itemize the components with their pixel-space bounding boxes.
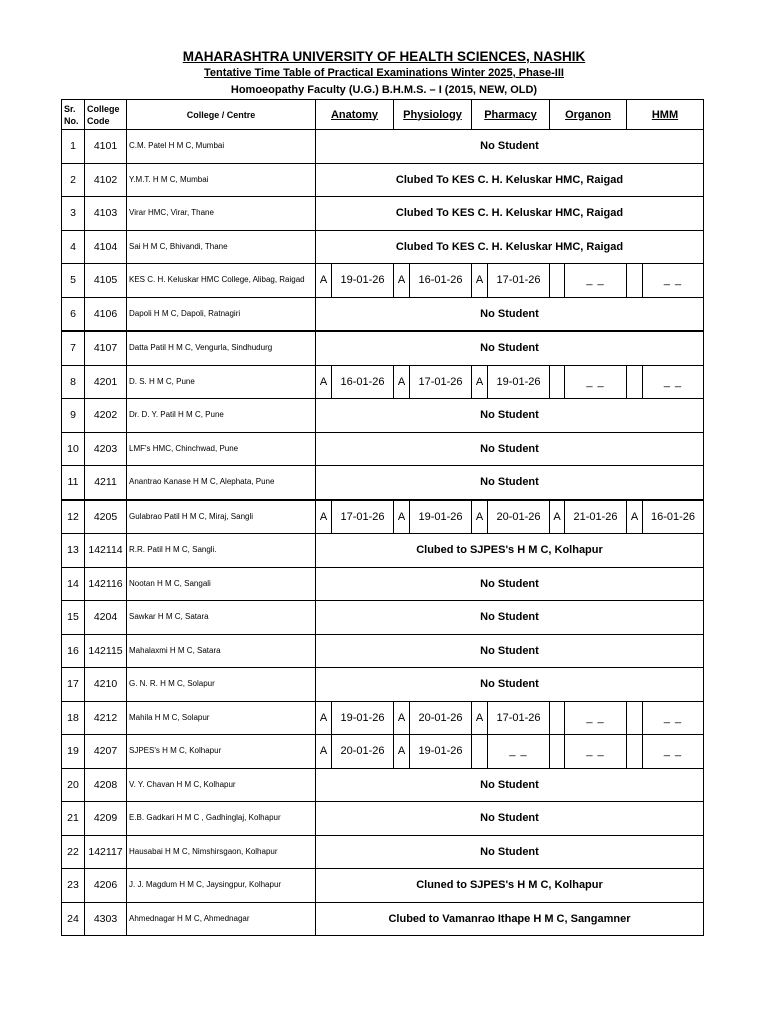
college-code-cell: 142117 [85, 835, 127, 869]
exam-attendance-cell: A [627, 500, 643, 534]
status-note-cell: Clubed To KES C. H. Keluskar HMC, Raigad [316, 163, 704, 197]
table-row [62, 264, 704, 298]
college-code-cell: 4103 [85, 197, 127, 231]
sr-no-cell: 13 [62, 534, 85, 568]
college-code-cell: 4205 [85, 500, 127, 534]
status-note-cell: No Student [316, 399, 704, 433]
university-title: MAHARASHTRA UNIVERSITY OF HEALTH SCIENCES, NASHIK [182, 49, 586, 64]
exam-attendance-cell: A [472, 500, 488, 534]
college-code-cell: 4207 [85, 735, 127, 769]
sr-no-cell: 1 [62, 130, 85, 164]
exam-attendance-cell: A [316, 365, 332, 399]
sr-no-cell: 19 [62, 735, 85, 769]
sr-no-cell: 15 [62, 601, 85, 635]
exam-attendance-cell: A [472, 264, 488, 298]
college-name-cell: Nootan H M C, Sangali [127, 567, 316, 601]
header-sr-no: Sr. No. [62, 100, 85, 130]
status-note-cell: No Student [316, 331, 704, 365]
table-row [62, 163, 704, 197]
header-organon: Organon [550, 100, 627, 130]
exam-attendance-cell [627, 735, 643, 769]
exam-date-cell: _ _ [565, 365, 627, 399]
exam-date-cell: _ _ [565, 701, 627, 735]
college-code-cell: 4101 [85, 130, 127, 164]
exam-date-cell: 16-01-26 [643, 500, 704, 534]
exam-date-cell: 16-01-26 [410, 264, 472, 298]
table-row [62, 130, 704, 164]
exam-attendance-cell [627, 264, 643, 298]
exam-attendance-cell [550, 365, 565, 399]
table-body [62, 130, 704, 936]
exam-date-cell: 20-01-26 [410, 701, 472, 735]
college-name-cell: Sai H M C, Bhivandi, Thane [127, 230, 316, 264]
table-row [62, 297, 704, 331]
exam-attendance-cell: A [316, 264, 332, 298]
college-code-cell: 4106 [85, 297, 127, 331]
exam-date-cell: 21-01-26 [565, 500, 627, 534]
status-note-cell: No Student [316, 835, 704, 869]
status-note-cell: No Student [316, 130, 704, 164]
status-note-cell: No Student [316, 802, 704, 836]
exam-date-cell: 19-01-26 [332, 701, 394, 735]
exam-attendance-cell: A [394, 365, 410, 399]
college-code-cell: 4208 [85, 768, 127, 802]
exam-date-cell: 19-01-26 [332, 264, 394, 298]
sr-no-cell: 3 [62, 197, 85, 231]
status-note-cell: No Student [316, 432, 704, 466]
sr-no-cell: 16 [62, 634, 85, 668]
table-row [62, 835, 704, 869]
sr-no-cell: 20 [62, 768, 85, 802]
college-name-cell: Virar HMC, Virar, Thane [127, 197, 316, 231]
exam-date-cell: 17-01-26 [332, 500, 394, 534]
status-note-cell: No Student [316, 601, 704, 635]
college-name-cell: Datta Patil H M C, Vengurla, Sindhudurg [127, 331, 316, 365]
table-row [62, 567, 704, 601]
college-name-cell: J. J. Magdum H M C, Jaysingpur, Kolhapur [127, 869, 316, 903]
exam-date-cell: _ _ [488, 735, 550, 769]
exam-date-cell: 16-01-26 [332, 365, 394, 399]
sr-no-cell: 22 [62, 835, 85, 869]
table-row [62, 701, 704, 735]
exam-date-cell: 17-01-26 [488, 701, 550, 735]
exam-attendance-cell: A [394, 735, 410, 769]
college-name-cell: KES C. H. Keluskar HMC College, Alibag, Raigad [127, 264, 316, 298]
table-row [62, 197, 704, 231]
exam-date-cell: _ _ [643, 701, 704, 735]
college-code-cell: 142116 [85, 567, 127, 601]
exam-attendance-cell: A [472, 701, 488, 735]
college-name-cell: Mahila H M C, Solapur [127, 701, 316, 735]
sr-no-cell: 21 [62, 802, 85, 836]
exam-attendance-cell: A [394, 500, 410, 534]
sr-no-cell: 2 [62, 163, 85, 197]
table-row [62, 432, 704, 466]
exam-attendance-cell: A [394, 701, 410, 735]
status-note-cell: No Student [316, 567, 704, 601]
status-note-cell: Clubed to Vamanrao Ithape H M C, Sangamner [316, 902, 704, 936]
exam-date-cell: _ _ [643, 365, 704, 399]
status-note-cell: No Student [316, 668, 704, 702]
header-physiology: Physiology [394, 100, 472, 130]
exam-date-cell: 20-01-26 [488, 500, 550, 534]
college-code-cell: 142115 [85, 634, 127, 668]
college-code-cell: 4104 [85, 230, 127, 264]
exam-attendance-cell [627, 365, 643, 399]
sr-no-cell: 17 [62, 668, 85, 702]
status-note-cell: No Student [316, 466, 704, 500]
sr-no-cell: 18 [62, 701, 85, 735]
table-row [62, 634, 704, 668]
sr-no-cell: 24 [62, 902, 85, 936]
exam-date-cell: 17-01-26 [488, 264, 550, 298]
table-row [62, 735, 704, 769]
college-code-cell: 4212 [85, 701, 127, 735]
exam-attendance-cell: A [316, 735, 332, 769]
college-name-cell: Anantrao Kanase H M C, Alephata, Pune [127, 466, 316, 500]
exam-date-cell: 20-01-26 [332, 735, 394, 769]
exam-attendance-cell [550, 701, 565, 735]
table-row [62, 534, 704, 568]
faculty-line: Homoeopathy Faculty (U.G.) B.H.M.S. – I (2015, NEW, OLD) [230, 84, 538, 96]
status-note-cell: Clubed to SJPES's H M C, Kolhapur [316, 534, 704, 568]
college-name-cell: C.M. Patel H M C, Mumbai [127, 130, 316, 164]
college-code-cell: 4201 [85, 365, 127, 399]
status-note-cell: No Student [316, 768, 704, 802]
sr-no-cell: 5 [62, 264, 85, 298]
status-note-cell: Clubed To KES C. H. Keluskar HMC, Raigad [316, 230, 704, 264]
header-college-code: College Code [85, 100, 127, 130]
sr-no-cell: 9 [62, 399, 85, 433]
college-name-cell: LMF's HMC, Chinchwad, Pune [127, 432, 316, 466]
table-row [62, 668, 704, 702]
table-row [62, 399, 704, 433]
college-name-cell: Gulabrao Patil H M C, Miraj, Sangli [127, 500, 316, 534]
table-row [62, 365, 704, 399]
exam-attendance-cell [550, 264, 565, 298]
college-name-cell: Ahmednagar H M C, Ahmednagar [127, 902, 316, 936]
exam-attendance-cell: A [316, 701, 332, 735]
exam-date-cell: _ _ [565, 264, 627, 298]
college-code-cell: 4211 [85, 466, 127, 500]
college-name-cell: Mahalaxmi H M C, Satara [127, 634, 316, 668]
exam-date-cell: 19-01-26 [410, 735, 472, 769]
table-row [62, 601, 704, 635]
exam-attendance-cell: A [394, 264, 410, 298]
college-code-cell: 4204 [85, 601, 127, 635]
college-name-cell: SJPES's H M C, Kolhapur [127, 735, 316, 769]
exam-date-cell: 17-01-26 [410, 365, 472, 399]
college-name-cell: Sawkar H M C, Satara [127, 601, 316, 635]
table-row [62, 331, 704, 365]
exam-date-cell: 19-01-26 [410, 500, 472, 534]
college-name-cell: Dr. D. Y. Patil H M C, Pune [127, 399, 316, 433]
college-code-cell: 4206 [85, 869, 127, 903]
status-note-cell: Clubed To KES C. H. Keluskar HMC, Raigad [316, 197, 704, 231]
sr-no-cell: 4 [62, 230, 85, 264]
header-college-centre: College / Centre [127, 100, 316, 130]
exam-attendance-cell: A [472, 365, 488, 399]
table-row [62, 869, 704, 903]
college-code-cell: 4107 [85, 331, 127, 365]
college-name-cell: Dapoli H M C, Dapoli, Ratnagiri [127, 297, 316, 331]
college-name-cell: Hausabai H M C, Nimshirsgaon, Kolhapur [127, 835, 316, 869]
table-row [62, 768, 704, 802]
exam-attendance-cell [550, 735, 565, 769]
exam-date-cell: _ _ [643, 735, 704, 769]
college-name-cell: R.R. Patil H M C, Sangli. [127, 534, 316, 568]
header-hmm: HMM [627, 100, 704, 130]
sr-no-cell: 10 [62, 432, 85, 466]
college-code-cell: 4102 [85, 163, 127, 197]
sr-no-cell: 8 [62, 365, 85, 399]
college-name-cell: Y.M.T. H M C, Mumbai [127, 163, 316, 197]
table-row [62, 802, 704, 836]
sr-no-cell: 7 [62, 331, 85, 365]
sr-no-cell: 23 [62, 869, 85, 903]
exam-attendance-cell [627, 701, 643, 735]
sr-no-cell: 14 [62, 567, 85, 601]
exam-attendance-cell [472, 735, 488, 769]
exam-date-cell: _ _ [565, 735, 627, 769]
timetable [61, 99, 704, 936]
header-anatomy: Anatomy [316, 100, 394, 130]
college-name-cell: E.B. Gadkari H M C , Gadhinglaj, Kolhapur [127, 802, 316, 836]
timetable-subtitle: Tentative Time Table of Practical Examinations Winter 2025, Phase-III [204, 67, 564, 79]
college-code-cell: 4210 [85, 668, 127, 702]
exam-attendance-cell: A [316, 500, 332, 534]
status-note-cell: No Student [316, 297, 704, 331]
table-row [62, 902, 704, 936]
exam-attendance-cell: A [550, 500, 565, 534]
header-pharmacy: Pharmacy [472, 100, 550, 130]
table-header-row [62, 100, 704, 130]
sr-no-cell: 6 [62, 297, 85, 331]
table-row [62, 230, 704, 264]
college-code-cell: 4209 [85, 802, 127, 836]
college-name-cell: G. N. R. H M C, Solapur [127, 668, 316, 702]
status-note-cell: Cluned to SJPES's H M C, Kolhapur [316, 869, 704, 903]
sr-no-cell: 11 [62, 466, 85, 500]
status-note-cell: No Student [316, 634, 704, 668]
college-code-cell: 4202 [85, 399, 127, 433]
college-code-cell: 142114 [85, 534, 127, 568]
exam-date-cell: 19-01-26 [488, 365, 550, 399]
sr-no-cell: 12 [62, 500, 85, 534]
college-name-cell: V. Y. Chavan H M C, Kolhapur [127, 768, 316, 802]
exam-date-cell: _ _ [643, 264, 704, 298]
college-code-cell: 4203 [85, 432, 127, 466]
table-row [62, 500, 704, 534]
college-code-cell: 4105 [85, 264, 127, 298]
college-code-cell: 4303 [85, 902, 127, 936]
college-name-cell: D. S. H M C, Pune [127, 365, 316, 399]
table-row [62, 466, 704, 500]
